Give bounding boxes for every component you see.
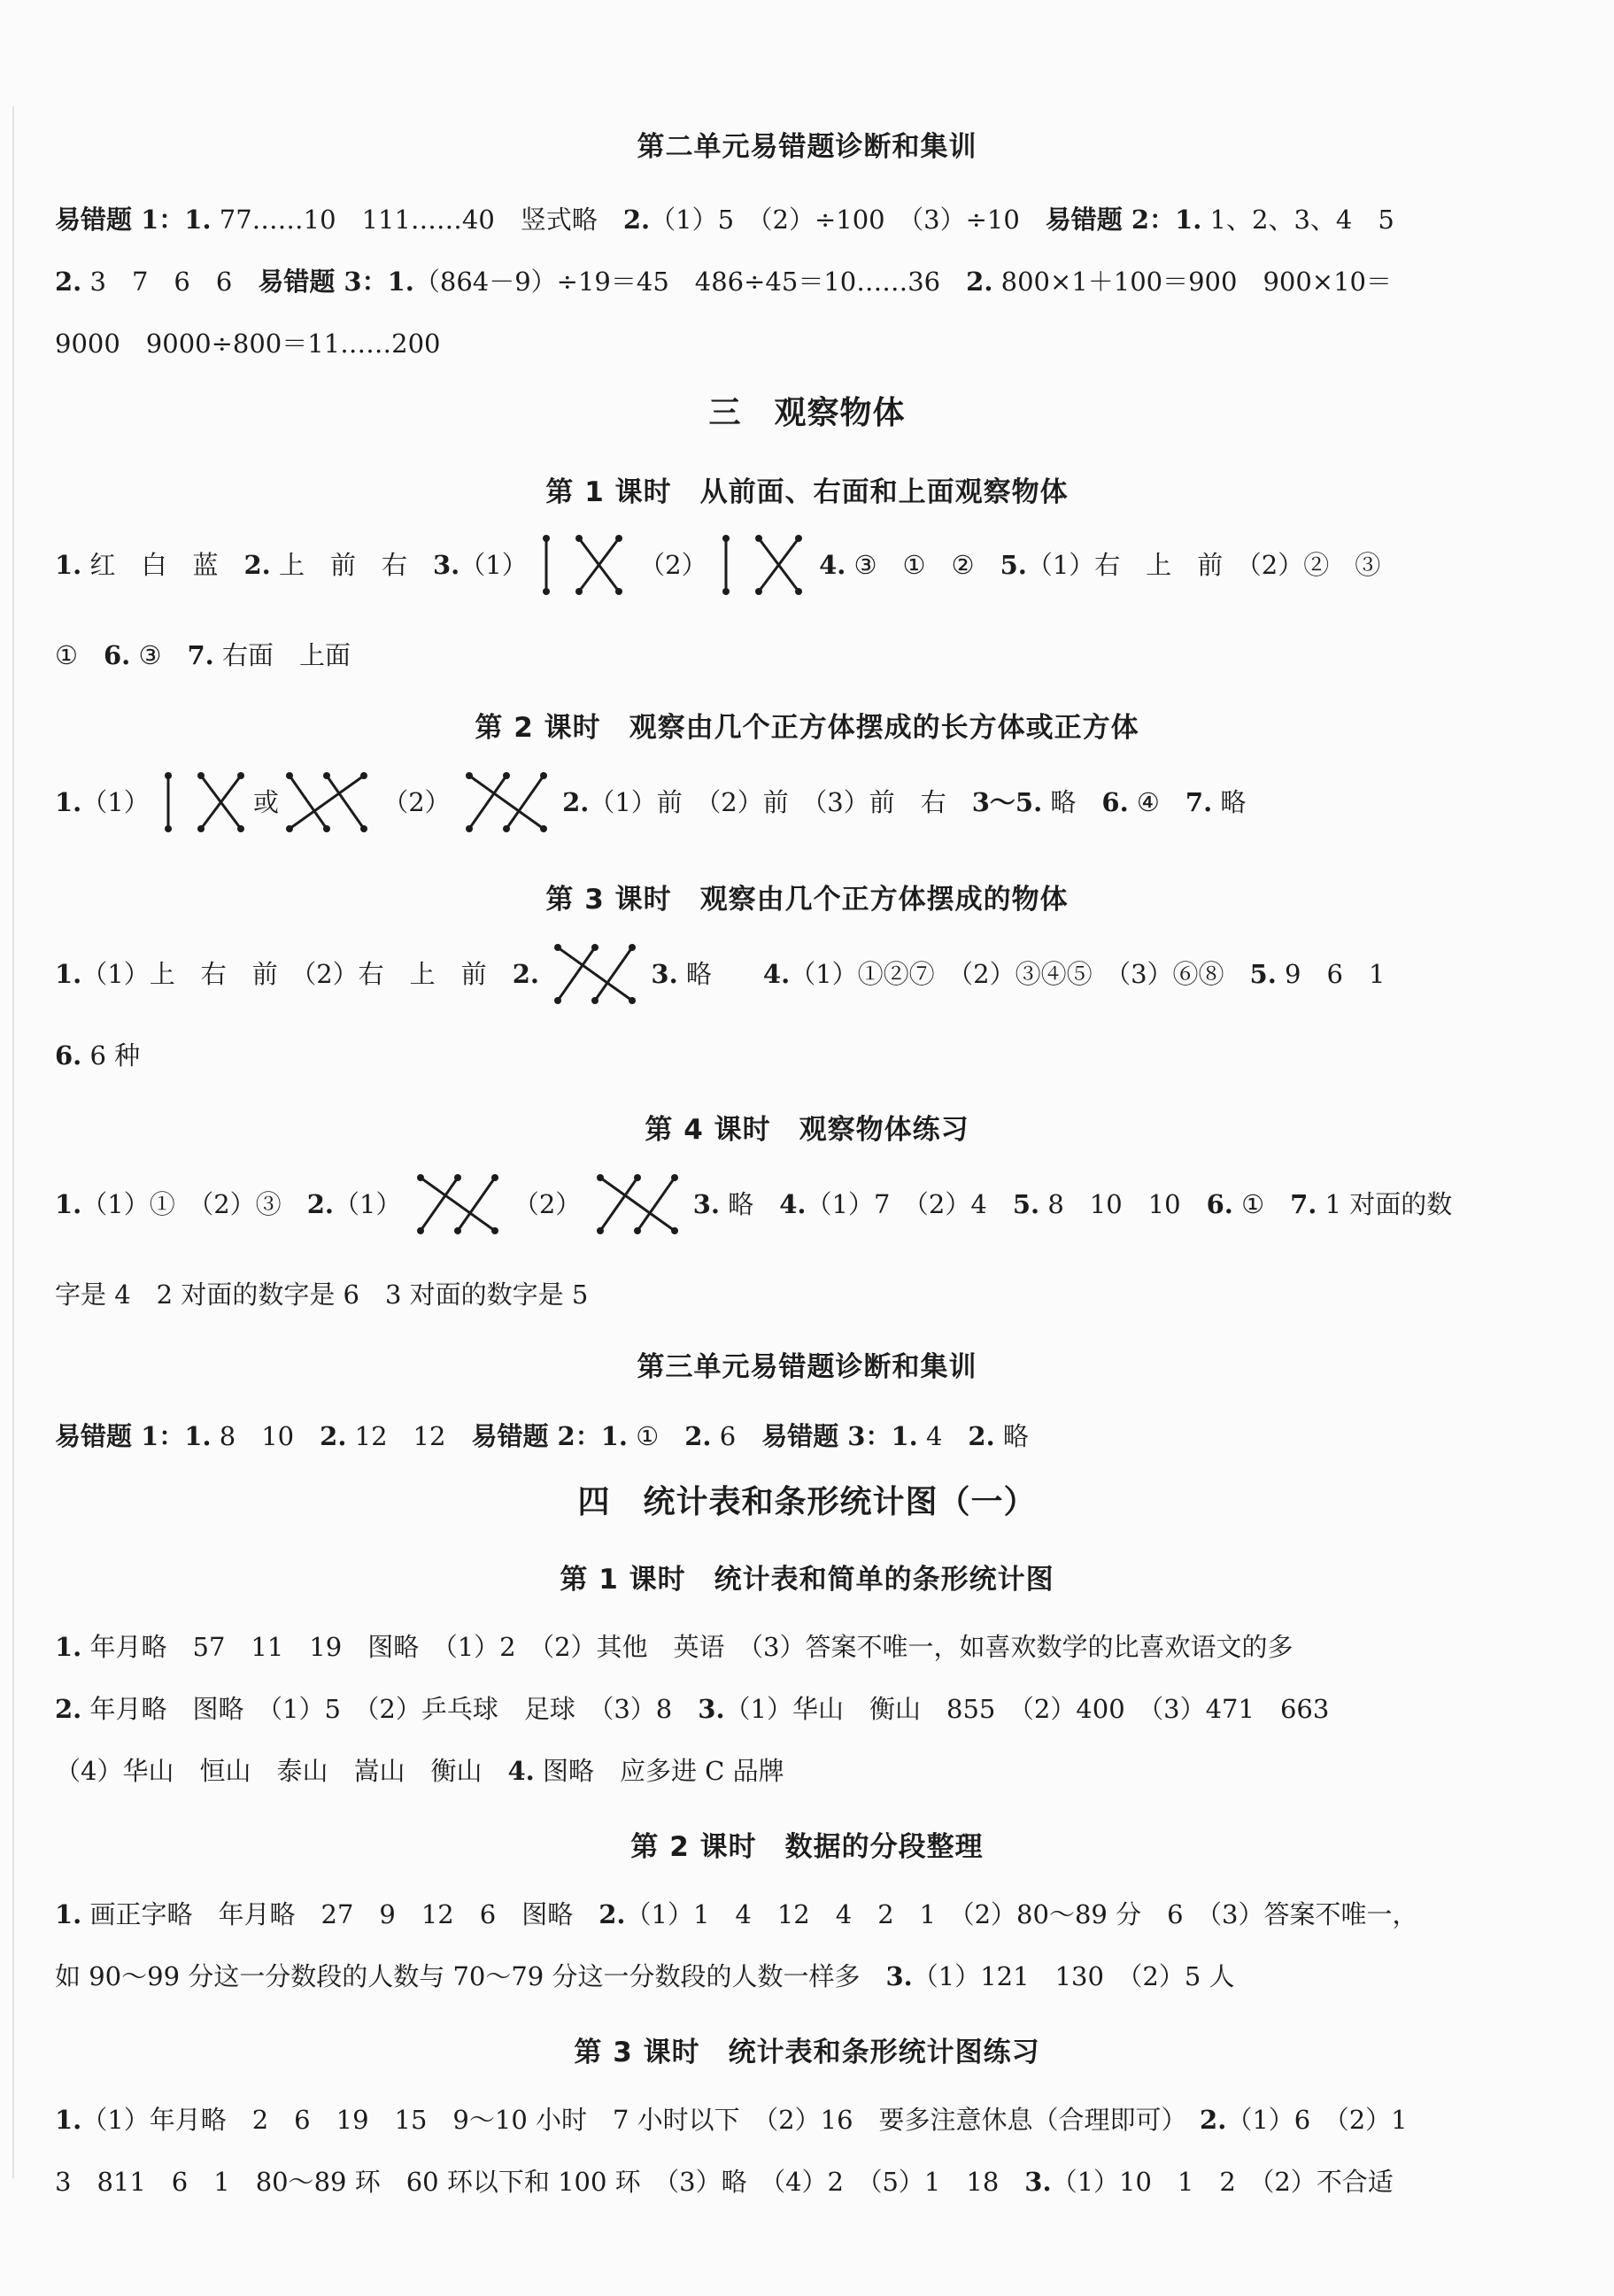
u3-lesson4-line-1: 1.（1）① （2）③ 2.（1） （2） 3. 略 4.（1）7 （2）4 5. 8 10 10 6. ① 7. 1 对面的数 xyxy=(55,1169,1525,1222)
matching-diagram xyxy=(719,530,807,600)
u3-lesson1-line-2: ① 6. ③ 7. 右面 上面 xyxy=(55,640,351,670)
u4-lesson2-title: 第 2 课时 数据的分段整理 xyxy=(630,1831,984,1863)
matching-diagram xyxy=(539,530,628,600)
u4-lesson3-line-2: 3 811 6 1 80～89 环 60 环以下和 100 环 （3）略 （4）2 （5）1 18 3.（1）10 1 2 （2）不合适 xyxy=(55,2167,1394,2197)
matching-diagram xyxy=(551,939,639,1009)
u3-lesson4-line-2: 字是 4 2 对面的数字是 6 3 对面的数字是 5 xyxy=(55,1279,589,1310)
sec3-title: 第三单元易错题诊断和集训 xyxy=(637,1351,977,1383)
u3-lesson1-title: 第 1 课时 从前面、右面和上面观察物体 xyxy=(545,476,1069,508)
u3-lesson2-line-1: 1.（1） 或 （2） 2.（1）前 （2）前 （3）前 右 3～5. 略 6. ④ 7. 略 xyxy=(55,767,1525,820)
sec2-line-3: 9000 9000÷800＝11……200 xyxy=(55,329,441,359)
matching-diagram xyxy=(462,767,551,838)
sec2-line-1: 易错题 1：1. 77……10 111……40 竖式略 2.（1）5 （2）÷100 （3）÷10 易错题 2：1. 1、2、3、4 5 xyxy=(55,205,1394,235)
u3-lesson1-line-1: 1. 红 白 蓝 2. 上 前 右 3.（1） （2） 4. ③ ① ② 5.（1）右 上 前 （2）② ③ xyxy=(55,530,1525,583)
matching-diagram xyxy=(593,1169,682,1240)
sec2-title: 第二单元易错题诊断和集训 xyxy=(637,131,977,163)
u4-lesson1-line-1: 1. 年月略 57 11 19 图略 （1）2 （2）其他 英语 （3）答案不唯一，如喜欢数学的比喜欢语文的多 xyxy=(55,1632,1294,1662)
u4-lesson3-title: 第 3 课时 统计表和条形统计图练习 xyxy=(574,2037,1040,2068)
matching-diagram xyxy=(413,1169,502,1240)
u3-lesson3-line-2: 6. 6 种 xyxy=(55,1040,141,1071)
matching-diagram xyxy=(282,767,371,838)
u3-lesson2-title: 第 2 课时 观察由几个正方体摆成的长方体或正方体 xyxy=(475,712,1139,744)
unit3-title: 三 观察物体 xyxy=(708,394,906,431)
u4-lesson2-line-2: 如 90～99 分这一分数段的人数与 70～79 分这一分数段的人数一样多 3.（1）121 130 （2）5 人 xyxy=(55,1961,1235,1991)
u3-lesson3-line-1: 1.（1）上 右 前 （2）右 上 前 2. 3. 略 4.（1）①②⑦ （2）③④⑤ （3）⑥⑧ 5. 9 6 1 xyxy=(55,939,1525,992)
unit4-title: 四 统计表和条形统计图（一） xyxy=(577,1483,1037,1520)
sec2-line-2: 2. 3 7 6 6 易错题 3：1.（864－9）÷19＝45 486÷45＝10……36 2. 800×1＋100＝900 900×10＝ xyxy=(55,267,1392,297)
u4-lesson3-line-1: 1.（1）年月略 2 6 19 15 9～10 小时 7 小时以下 （2）16 要多注意休息（合理即可） 2.（1）6 （2）1 xyxy=(55,2105,1408,2135)
matching-diagram xyxy=(161,767,250,838)
u3-lesson3-title: 第 3 课时 观察由几个正方体摆成的物体 xyxy=(545,884,1069,916)
sec3-line-1: 易错题 1：1. 8 10 2. 12 12 易错题 2：1. ① 2. 6 易错题 3：1. 4 2. 略 xyxy=(55,1421,1029,1451)
u3-lesson4-title: 第 4 课时 观察物体练习 xyxy=(645,1114,969,1146)
u4-lesson1-line-2: 2. 年月略 图略 （1）5 （2）乒乓球 足球 （3）8 3.（1）华山 衡山 855 （2）400 （3）471 663 xyxy=(55,1694,1330,1724)
u4-lesson2-line-1: 1. 画正字略 年月略 27 9 12 6 图略 2.（1）1 4 12 4 2 1 （2）80～89 分 6 （3）答案不唯一， xyxy=(55,1899,1418,1929)
u4-lesson1-title: 第 1 课时 统计表和简单的条形统计图 xyxy=(560,1564,1054,1596)
u4-lesson1-line-3: （4）华山 恒山 泰山 嵩山 衡山 4. 图略 应多进 C 品牌 xyxy=(55,1756,784,1786)
